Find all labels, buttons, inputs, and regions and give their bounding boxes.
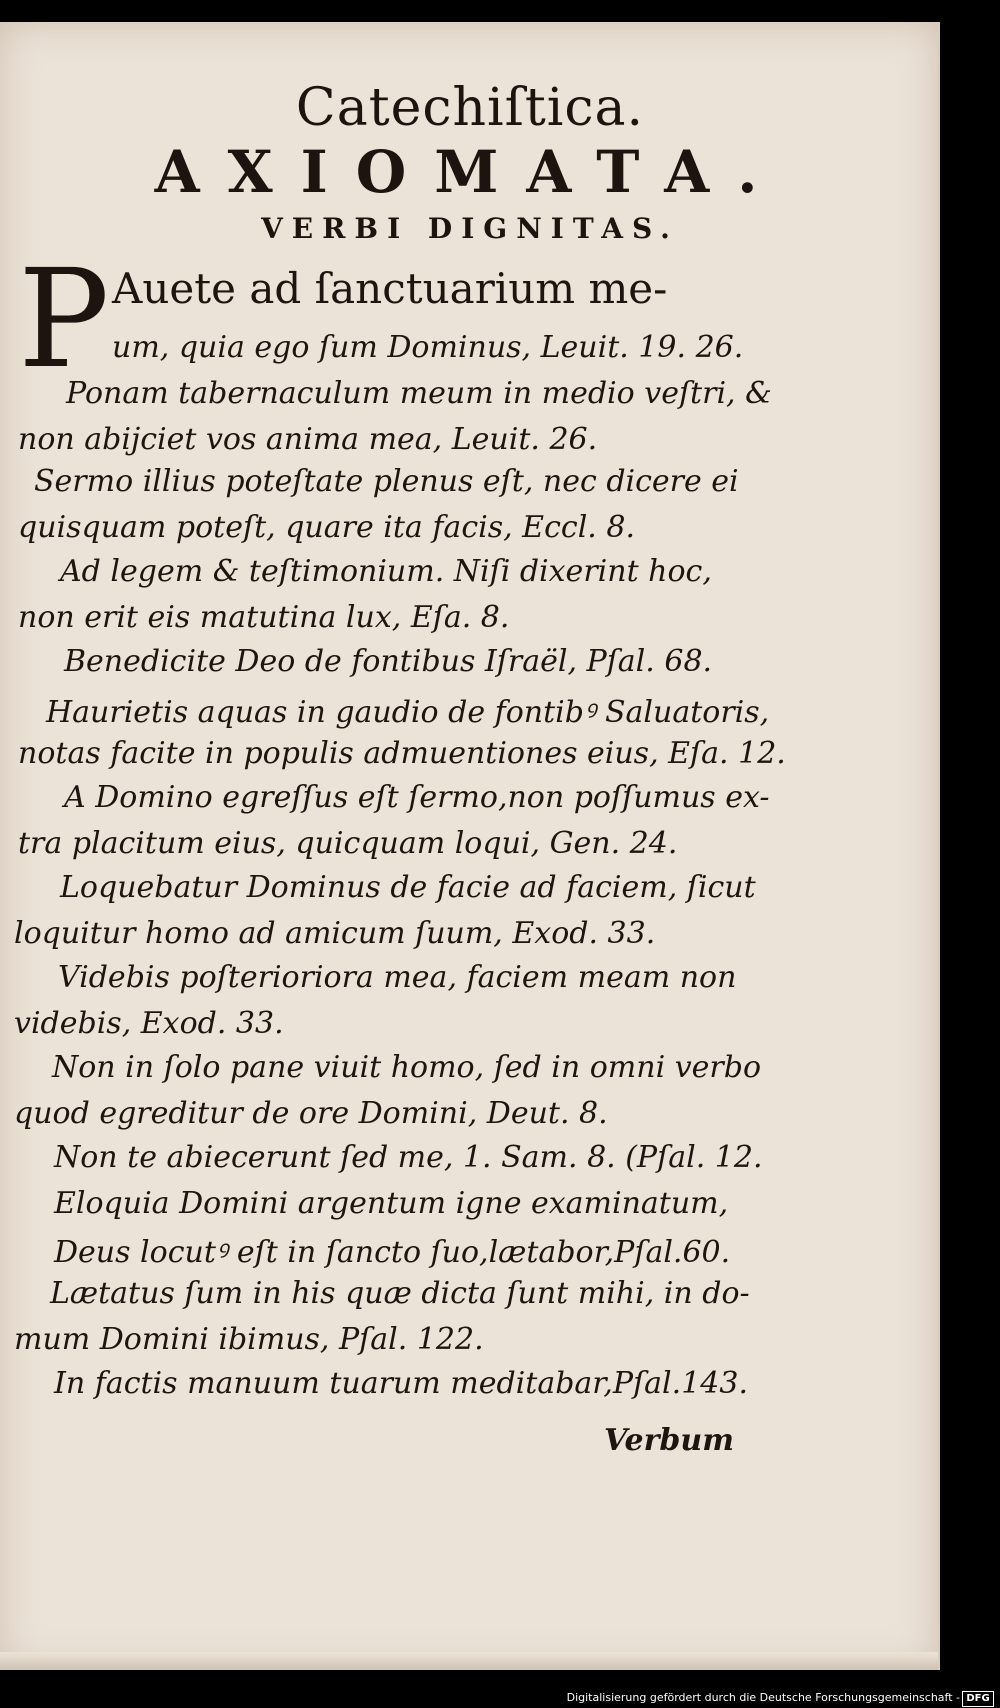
funding-credit: Digitalisierung gefördert durch die Deutsche Forschungsgemeinschaft - xyxy=(566,1691,960,1704)
dfg-logo-icon: DFG xyxy=(962,1691,994,1707)
text-line: mum Domini ibimus, Pſal. 122. xyxy=(14,1322,484,1357)
text-line: A Domino egreſſus eſt ſermo,non poſſumus ex- xyxy=(64,780,770,815)
text-line: Videbis poſterioriora mea, faciem meam non xyxy=(58,960,737,995)
section-subheading: VERBI DIGNITAS. xyxy=(261,212,679,245)
text-line: Haurietis aquas in gaudio de fontibꝰ Saluatoris, xyxy=(46,695,770,730)
running-head: Catechiſtica. xyxy=(295,78,645,138)
text-line: notas facite in populis admuentiones eius, Eſa. 12. xyxy=(18,736,786,771)
text-line: Eloquia Domini argentum igne examinatum, xyxy=(54,1186,729,1221)
text-line: Deus locutꝰ eſt in ſancto ſuo,lætabor,Pſal.60. xyxy=(54,1235,731,1270)
text-line: Loquebatur Dominus de facie ad faciem, ſicut xyxy=(60,870,756,905)
drop-capital: P xyxy=(18,241,110,399)
text-line: videbis, Exod. 33. xyxy=(14,1006,284,1041)
text-line: Sermo illius poteſtate plenus eſt, nec dicere ei xyxy=(34,464,739,499)
text-line: Lætatus ſum in his quæ dicta ſunt mihi, in do- xyxy=(50,1276,750,1311)
page-heading: AXIOMATA. xyxy=(154,138,786,206)
text-line: quod egreditur de ore Domini, Deut. 8. xyxy=(14,1096,608,1131)
text-line: Non te abiecerunt ſed me, 1. Sam. 8. (Pſal. 12. xyxy=(54,1140,763,1175)
text-line: loquitur homo ad amicum ſuum, Exod. 33. xyxy=(14,916,656,951)
text-line: um, quia ego ſum Dominus, Leuit. 19. 26. xyxy=(112,330,744,365)
text-line: non abijciet vos anima mea, Leuit. 26. xyxy=(18,422,598,457)
text-line: non erit eis matutina lux, Eſa. 8. xyxy=(18,600,510,635)
text-line: Ad legem & teſtimonium. Niſi dixerint hoc, xyxy=(60,554,712,589)
text-line: Non in ſolo pane viuit homo, ſed in omni verbo xyxy=(52,1050,762,1085)
text-line: tra placitum eius, quicquam loqui, Gen. 24. xyxy=(18,826,678,861)
text-line: Benedicite Deo de fontibus Iſraël, Pſal. 68. xyxy=(64,644,713,679)
text-line: Ponam tabernaculum meum in medio veſtri, & xyxy=(66,376,772,411)
text-line: In factis manuum tuarum meditabar,Pſal.143. xyxy=(54,1366,748,1401)
text-line: quisquam poteſt, quare ita facis, Eccl. 8. xyxy=(18,510,635,545)
text-line: Auete ad ſanctuarium me- xyxy=(112,264,668,313)
catchword: Verbum xyxy=(604,1423,734,1458)
